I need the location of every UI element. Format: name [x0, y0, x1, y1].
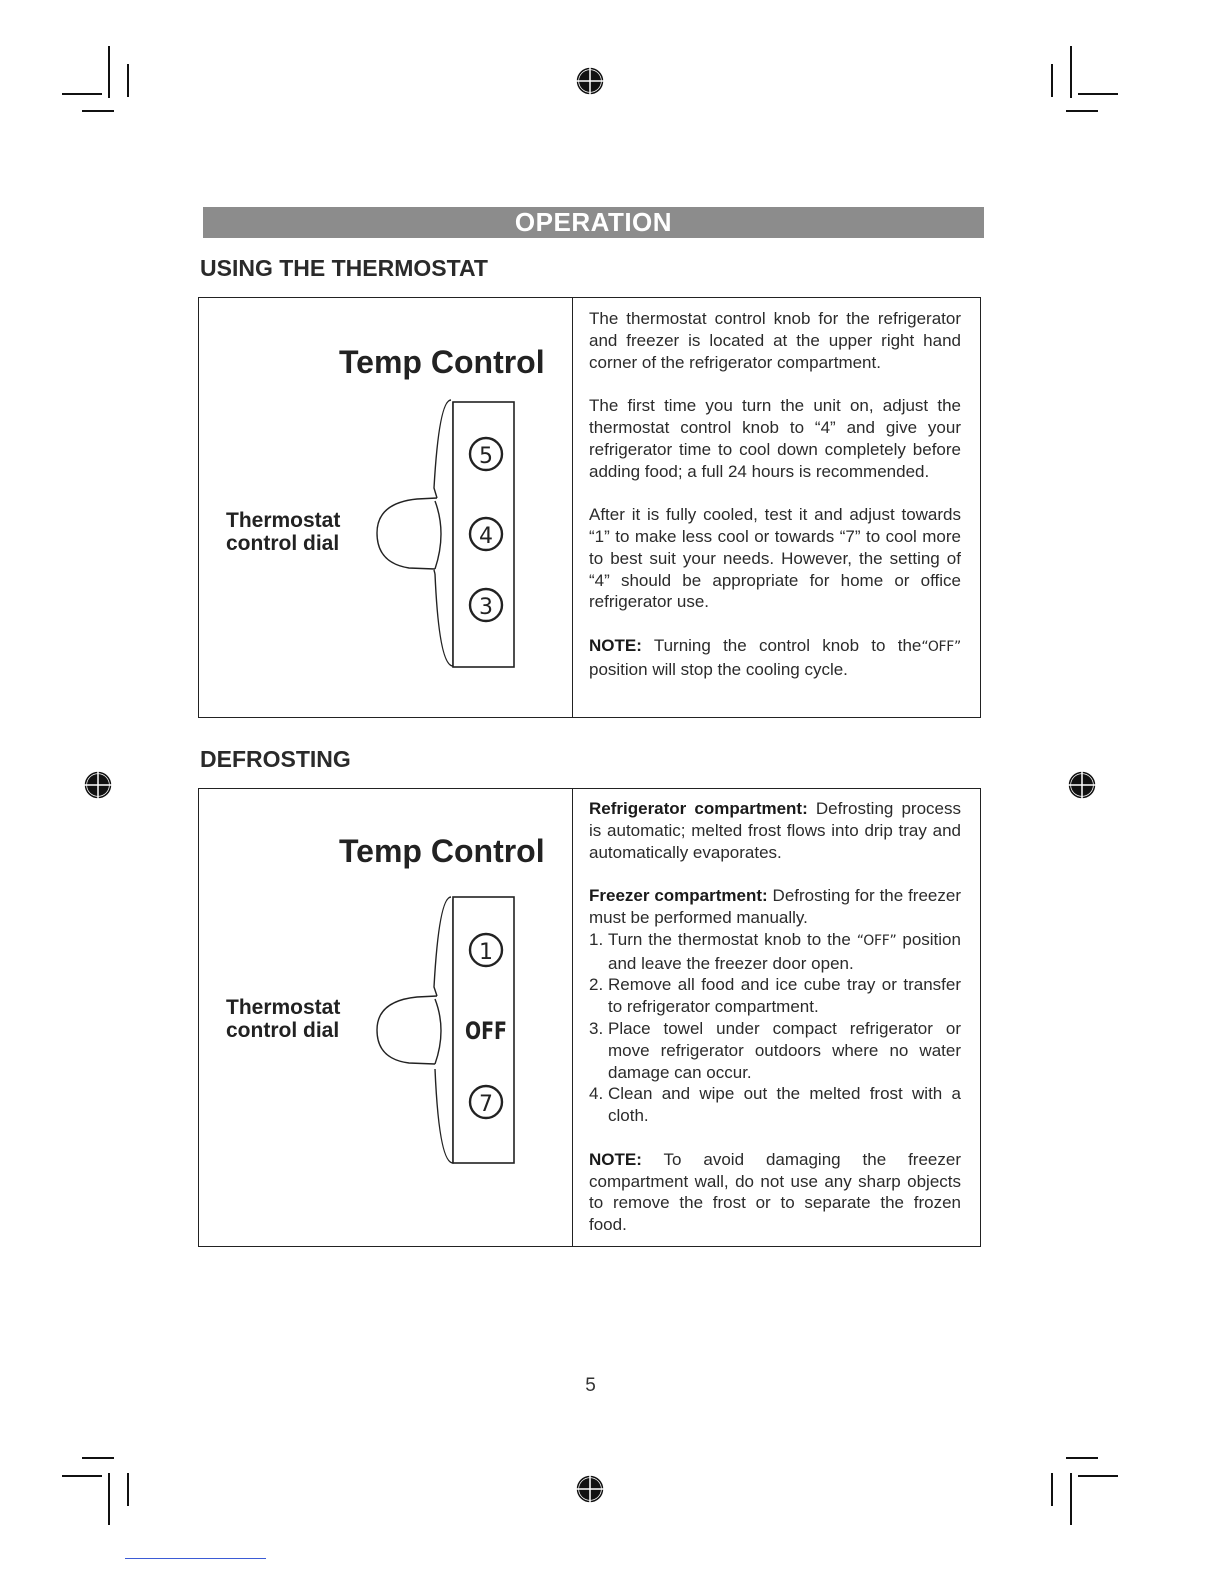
panel-divider — [572, 298, 573, 717]
defrosting-section-title: DEFROSTING — [200, 746, 351, 772]
registration-mark-top-icon — [576, 67, 604, 95]
crop-mark-bottom-left-v2 — [127, 1473, 129, 1506]
step-text: Place towel under compact refrigerator or move refrigerator outdoors where no water damage can occur. — [608, 1018, 961, 1082]
defrost-note — [589, 1149, 961, 1236]
list-item — [589, 1018, 961, 1083]
crop-mark-bottom-right-h2 — [1066, 1457, 1098, 1459]
temp-control-title: Temp Control — [339, 833, 545, 869]
crop-mark-bottom-right-v2 — [1051, 1473, 1053, 1506]
defrost-steps — [589, 929, 961, 1127]
step-text-after: position and leave the freezer door open. — [608, 929, 961, 973]
defrosting-instructions — [589, 798, 961, 1236]
registration-mark-right-icon — [1068, 771, 1096, 799]
fridge-text: Defrosting process is automatic; melted frost flows into drip tray and automatically evaporates. — [589, 799, 961, 862]
setting-7-label: 7 — [479, 1092, 493, 1117]
thermostat-section-title: USING THE THERMOSTAT — [200, 255, 488, 281]
thermostat-paragraph: The first time you turn the unit on, adjust the thermostat control knob to “4” and give your refrigerator time to cool down completely before adding food; a full 24 hours is recommended. — [589, 396, 961, 481]
thermostat-paragraph: The thermostat control knob for the refrigerator and freezer is located at the upper right hand corner of the refrigerator compartment. — [589, 309, 961, 372]
freezer-text: Defrosting for the freezer must be performed manually. — [589, 886, 961, 927]
temp-control-title: Temp Control — [339, 344, 545, 380]
fridge-label: Refrigerator compartment: — [589, 799, 808, 818]
setting-4-label: 4 — [479, 524, 493, 549]
thermostat-panel — [198, 297, 981, 718]
crop-mark-top-left-v — [108, 46, 110, 98]
dial-label-line2: control dial — [226, 1019, 340, 1042]
step-text: Clean and wipe out the melted frost with a cloth. — [608, 1084, 961, 1126]
crop-mark-bottom-left-v — [108, 1473, 110, 1525]
panel-divider — [572, 789, 573, 1246]
defrost-dial-illustration — [199, 789, 571, 1247]
defrosting-panel — [198, 788, 981, 1247]
crop-mark-top-right-h2 — [1066, 110, 1098, 112]
note-text-before: Turning the control knob to the — [653, 635, 922, 655]
crop-mark-top-right-h — [1078, 93, 1118, 95]
crop-mark-top-left-h2 — [82, 110, 114, 112]
step-number: 1. — [589, 929, 604, 949]
note-text: To avoid damaging the freezer compartment wall, do not use any sharp objects to remove the frost or to separate the frozen food. — [589, 1149, 961, 1235]
crop-mark-bottom-right-v — [1070, 1473, 1072, 1525]
list-item — [589, 1083, 961, 1127]
note-label: NOTE: — [589, 1149, 642, 1169]
list-item — [589, 974, 961, 1018]
page-number: 5 — [585, 1375, 596, 1396]
dial-label-line1: Thermostat — [226, 509, 341, 532]
registration-mark-bottom-icon — [576, 1475, 604, 1503]
setting-5-label: 5 — [479, 444, 493, 469]
thermostat-note — [589, 635, 961, 681]
note-off-text: “OFF” — [921, 638, 961, 655]
step-number: 2. — [589, 975, 604, 995]
crop-mark-top-left-h — [62, 93, 102, 95]
dial-label-line2: control dial — [226, 532, 340, 555]
crop-mark-bottom-right-h — [1078, 1475, 1118, 1477]
thermostat-dial-illustration — [199, 298, 571, 718]
dial-label-line1: Thermostat — [226, 996, 341, 1019]
operation-banner: OPERATION — [203, 207, 984, 238]
freezer-paragraph — [589, 885, 961, 929]
crop-mark-top-left-v2 — [127, 64, 129, 97]
setting-off-label: OFF — [465, 1017, 507, 1045]
fridge-paragraph — [589, 798, 961, 863]
step-off-text: “OFF” — [856, 932, 897, 949]
setting-1-label: 1 — [479, 940, 493, 965]
step-text: Turn the thermostat knob to the — [608, 929, 851, 949]
crop-mark-top-right-v — [1070, 46, 1072, 98]
crop-mark-bottom-left-h2 — [82, 1457, 114, 1459]
registration-mark-left-icon — [84, 771, 112, 799]
note-label: NOTE: — [589, 635, 642, 655]
footer-link-underline — [125, 1558, 266, 1559]
freezer-label: Freezer compartment: — [589, 886, 768, 906]
list-item — [589, 929, 961, 975]
setting-3-label: 3 — [479, 595, 493, 620]
note-text-after: position will stop the cooling cycle. — [589, 659, 848, 679]
setting-off-icon — [465, 1017, 507, 1045]
thermostat-instructions — [589, 308, 961, 681]
crop-mark-top-right-v2 — [1051, 64, 1053, 97]
step-number: 4. — [589, 1084, 604, 1104]
step-number: 3. — [589, 1018, 604, 1038]
step-text: Remove all food and ice cube tray or transfer to refrigerator compartment. — [608, 975, 961, 1017]
thermostat-paragraph: After it is fully cooled, test it and adjust towards “1” to make less cool or towards “7” to cool more to best suit your needs. However, the setting of “4” should be appropriate for home or office refrigerator use. — [589, 505, 961, 612]
crop-mark-bottom-left-h — [62, 1475, 102, 1477]
